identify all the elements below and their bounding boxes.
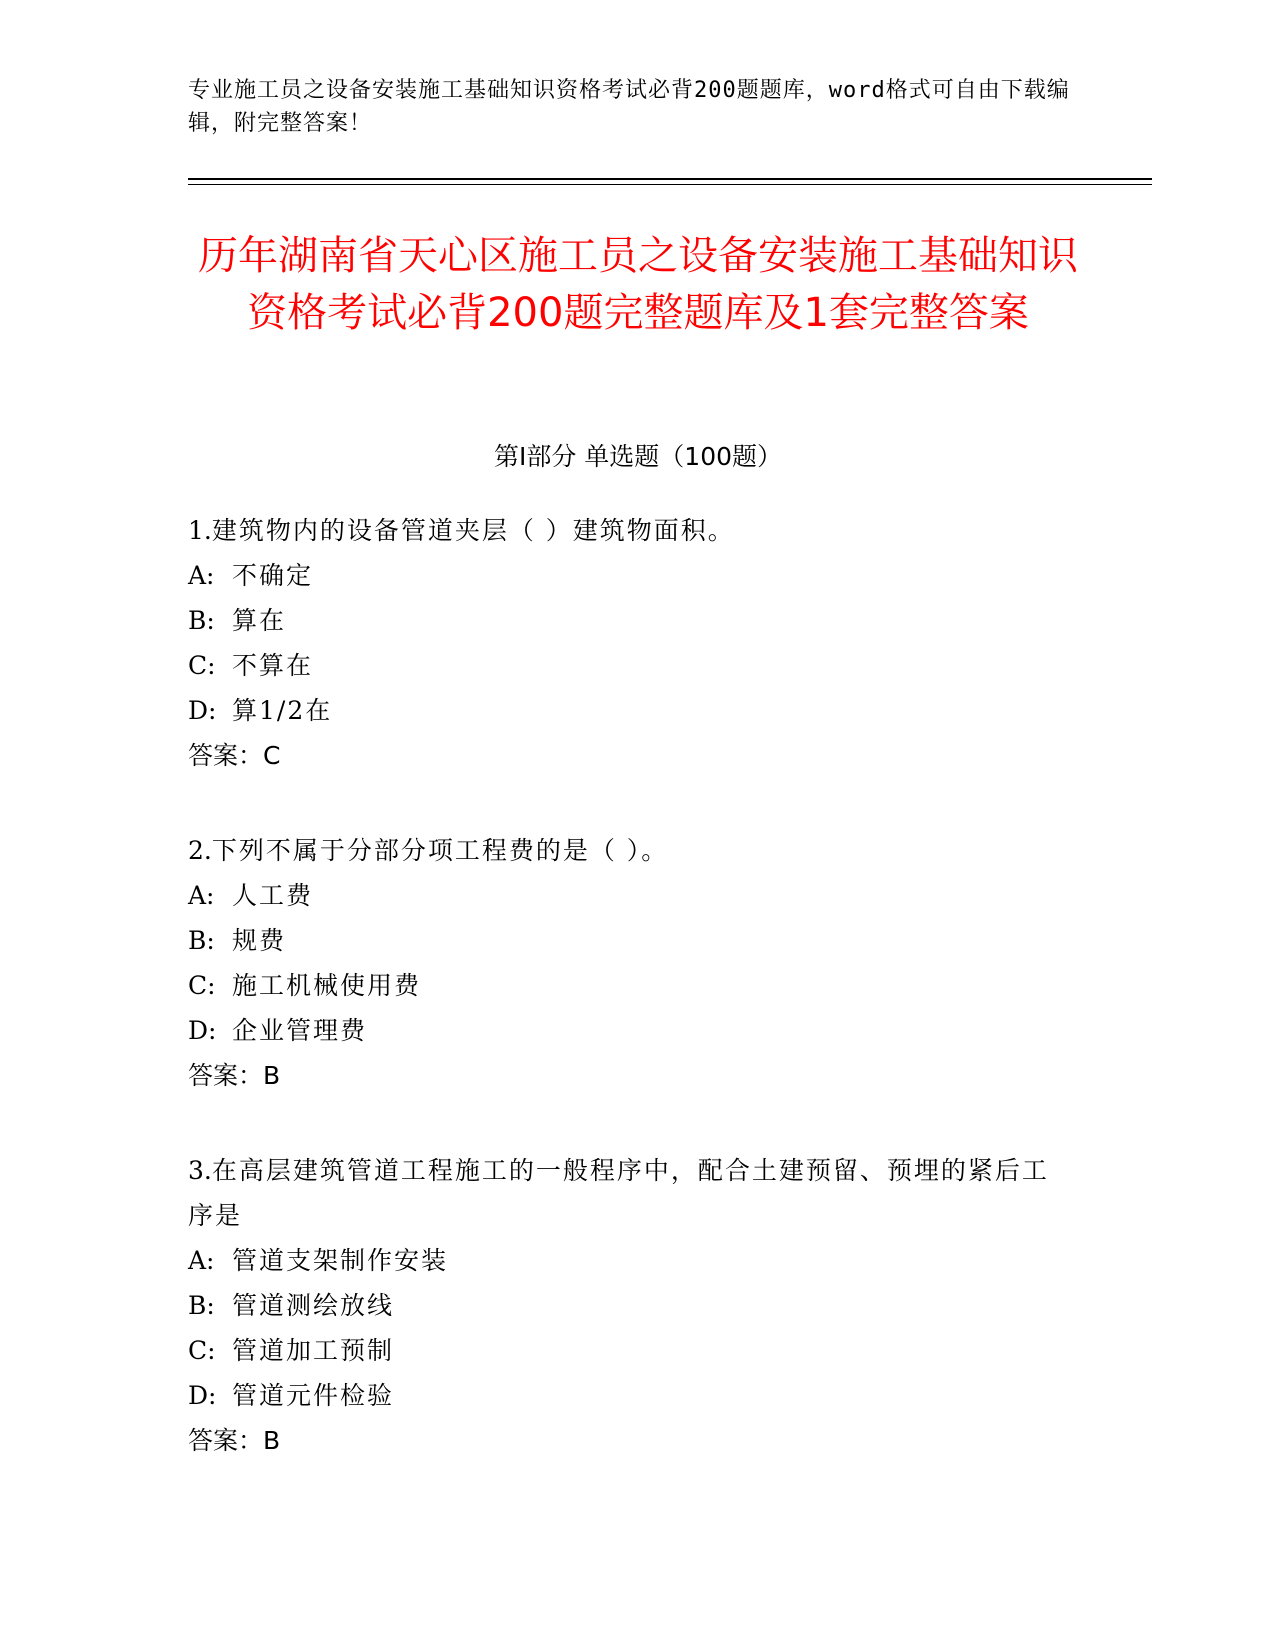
option-text: 施工机械使用费 xyxy=(232,971,422,1000)
question-text: 建筑物内的设备管道夹层（ ）建筑物面积。 xyxy=(211,516,735,545)
option-a xyxy=(188,553,1068,598)
option-letter: A: xyxy=(188,1246,215,1275)
option-text: 管道测绘放线 xyxy=(232,1291,395,1320)
question-stem xyxy=(188,828,1068,873)
option-letter: A: xyxy=(188,561,215,590)
question-text: 在高层建筑管道工程施工的一般程序中，配合土建预留、预埋的紧后工序是 xyxy=(188,1156,1049,1230)
section-heading: 第I部分 单选题（100题） xyxy=(493,442,783,471)
option-text: 管道支架制作安装 xyxy=(232,1246,449,1275)
question-text: 下列不属于分部分项工程费的是（ ）。 xyxy=(211,836,669,865)
option-c xyxy=(188,643,1068,688)
answer-label: 答案： xyxy=(188,1061,264,1090)
option-text: 算在 xyxy=(232,606,287,635)
answer-line xyxy=(188,733,1068,778)
option-letter: B: xyxy=(188,606,215,635)
answer-line xyxy=(188,1418,1068,1463)
header-divider-thin xyxy=(188,184,1152,185)
header-divider-thick xyxy=(188,178,1152,180)
option-d xyxy=(188,688,1068,733)
answer-value: B xyxy=(263,1426,281,1455)
question-1 xyxy=(188,508,1068,778)
option-text: 人工费 xyxy=(232,881,314,910)
option-b xyxy=(188,918,1068,963)
document-title: 历年湖南省天心区施工员之设备安装施工基础知识资格考试必背200题完整题库及1套完整答案 xyxy=(198,233,1078,336)
question-2 xyxy=(188,828,1068,1098)
option-text: 规费 xyxy=(232,926,287,955)
option-d xyxy=(188,1373,1068,1418)
question-number: 3. xyxy=(188,1156,212,1185)
option-letter: C: xyxy=(188,651,216,680)
option-a xyxy=(188,1238,1068,1283)
option-b xyxy=(188,598,1068,643)
question-3 xyxy=(188,1148,1068,1463)
answer-label: 答案： xyxy=(188,1426,264,1455)
answer-value: C xyxy=(263,741,281,770)
option-letter: D: xyxy=(188,696,217,725)
answer-label: 答案： xyxy=(188,741,264,770)
question-number: 2. xyxy=(188,836,212,865)
option-text: 算1/2在 xyxy=(232,696,333,725)
option-text: 管道元件检验 xyxy=(232,1381,395,1410)
option-text: 企业管理费 xyxy=(232,1016,368,1045)
question-stem xyxy=(188,1148,1068,1238)
option-letter: B: xyxy=(188,1291,215,1320)
answer-value: B xyxy=(263,1061,281,1090)
option-letter: D: xyxy=(188,1381,217,1410)
option-text: 不确定 xyxy=(232,561,314,590)
option-d xyxy=(188,1008,1068,1053)
option-text: 管道加工预制 xyxy=(232,1336,395,1365)
option-text: 不算在 xyxy=(232,651,314,680)
answer-line xyxy=(188,1053,1068,1098)
option-letter: C: xyxy=(188,1336,216,1365)
option-c xyxy=(188,1328,1068,1373)
question-stem xyxy=(188,508,1068,553)
option-letter: D: xyxy=(188,1016,217,1045)
option-letter: A: xyxy=(188,881,215,910)
option-a xyxy=(188,873,1068,918)
option-letter: B: xyxy=(188,926,215,955)
option-letter: C: xyxy=(188,971,216,1000)
question-number: 1. xyxy=(188,516,212,545)
option-b xyxy=(188,1283,1068,1328)
option-c xyxy=(188,963,1068,1008)
header-note: 专业施工员之设备安装施工基础知识资格考试必背200题题库，word格式可自由下载编辑，附完整答案！ xyxy=(188,78,1070,136)
